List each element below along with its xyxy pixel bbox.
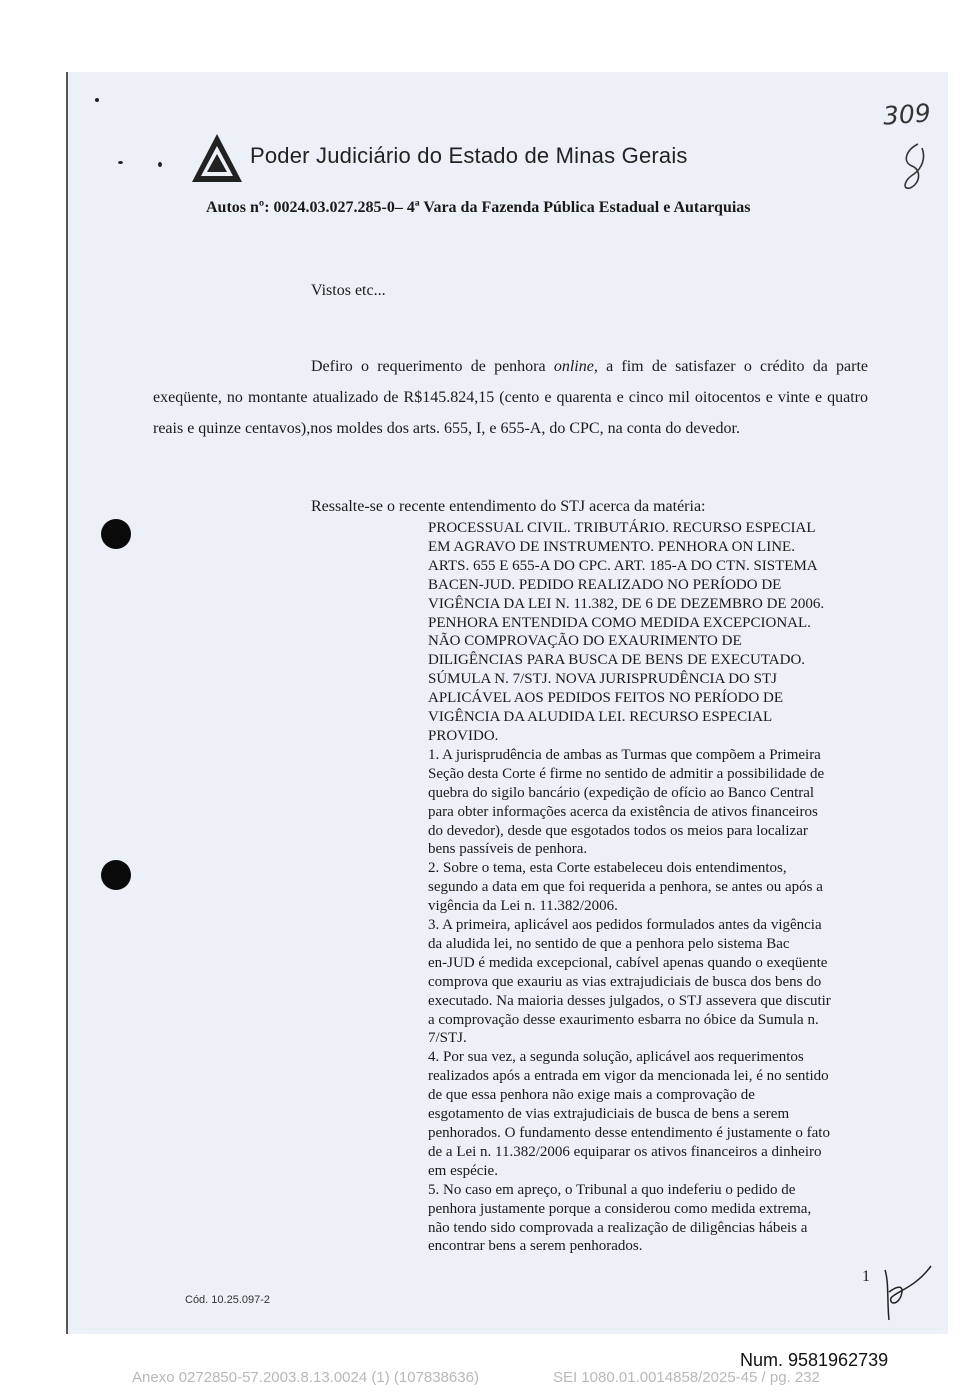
- decision-text-italic: online: [553, 358, 594, 375]
- decision-paragraph: [153, 351, 868, 444]
- jurisprudence-quote: [428, 519, 878, 1256]
- punch-hole-icon: [101, 519, 131, 549]
- annex-reference: Anexo 0272850-57.2003.8.13.0024 (1) (107838636): [132, 1369, 479, 1386]
- quote-line: encontrar bens a serem penhorados.: [428, 1238, 643, 1255]
- punch-hole-icon: [101, 860, 131, 890]
- document-num: Num. 9581962739: [740, 1350, 889, 1370]
- speck: [118, 161, 123, 164]
- quote-line: penhorados. O fundamento desse entendimento é justamente o fato: [428, 1125, 830, 1141]
- quote-line: VIGÊNCIA DA ALUDIDA LEI. RECURSO ESPECIAL: [428, 709, 773, 726]
- quote-line: bens passíveis de penhora.: [428, 841, 588, 858]
- page-number: 1: [862, 1268, 870, 1285]
- court-triangle-logo-icon: [190, 132, 244, 184]
- quote-line: en-JUD é medida excepcional, cabível apenas quando o exeqüente: [428, 954, 828, 971]
- quote-line: executado. Na maioria desses julgados, o STJ assevera que discutir: [428, 992, 831, 1009]
- quote-line: vigência da Lei n. 11.382/2006.: [428, 898, 618, 915]
- sei-reference: SEI 1080.01.0014858/2025-45 / pg. 232: [553, 1369, 820, 1386]
- quote-line: comprova que exauriu as vias extrajudiciais de busca dos bens do: [428, 973, 822, 990]
- quote-line: PROCESSUAL CIVIL. TRIBUTÁRIO. RECURSO ESPECIAL: [428, 520, 816, 536]
- quote-line: de que essa penhora não exige mais a comprovação de: [428, 1087, 755, 1104]
- quote-line: 1. A jurisprudência de ambas as Turmas que compõem a Primeira: [428, 746, 821, 763]
- ressalte-text: Ressalte-se o recente entendimento do STJ acerca da matéria:: [311, 498, 706, 515]
- speck: [158, 162, 162, 167]
- quote-line: quebra do sigilo bancário (expedição de ofício ao Banco Central: [428, 784, 815, 801]
- quote-line: DILIGÊNCIAS PARA BUSCA DE BENS DE EXECUTADO.: [428, 652, 806, 669]
- quote-line: 3. A primeira, aplicável aos pedidos formulados antes da vigência: [428, 917, 822, 934]
- quote-line: para obter informações acerca da existência de ativos financeiros: [428, 803, 818, 820]
- quote-line: 5. No caso em apreço, o Tribunal a quo indeferiu o pedido de: [428, 1181, 796, 1198]
- quote-line: Seção desta Corte é firme no sentido de admitir a possibilidade de: [428, 765, 825, 782]
- case-number-line: Autos nº: 0024.03.027.285-0– 4ª Vara da Fazenda Pública Estadual e Autarquias: [206, 199, 751, 216]
- quote-line: em espécie.: [428, 1162, 498, 1179]
- vistos-text: Vistos etc...: [311, 282, 386, 299]
- quote-line: da aludida lei, no sentido de que a penhora pelo sistema Bac: [428, 935, 790, 952]
- quote-line: PENHORA ENTENDIDA COMO MEDIDA EXCEPCIONAL.: [428, 614, 811, 631]
- quote-line: realizados após a entrada em vigor da mencionada lei, é no sentido: [428, 1068, 829, 1085]
- quote-line: segundo a data em que foi requerida a penhora, se antes ou após a: [428, 879, 823, 896]
- handwritten-signature-icon: [875, 1262, 937, 1326]
- quote-line: a comprovação desse exaurimento esbarra no óbice da Sumula n.: [428, 1011, 819, 1028]
- quote-line: do devedor), desde que esgotados todos os meios para localizar: [428, 822, 808, 839]
- quote-line: de a Lei n. 11.382/2006 equiparar os ativos financeiros a dinheiro: [428, 1143, 822, 1160]
- quote-line: 7/STJ.: [428, 1030, 467, 1047]
- quote-line: ARTS. 655 E 655-A DO CPC. ART. 185-A DO CTN. SISTEMA: [428, 557, 818, 574]
- handwritten-initial-icon: [896, 140, 932, 192]
- quote-line: 2. Sobre o tema, esta Corte estabeleceu dois entendimentos,: [428, 860, 787, 877]
- decision-text-end: , a fim de satisfazer o crédito da parte exeqüente, no montante atualizado de R$145.824,15 (cento e quarenta e cinco mil oitocentos e vinte e quatro reais e quinze centavos),nos moldes dos arts. 655, I, e 655-A, do CPC, na conta do devedor.: [153, 358, 869, 437]
- form-code: Cód. 10.25.097-2: [185, 1294, 271, 1306]
- decision-text-start: Defiro o requerimento de penhora: [311, 358, 554, 375]
- quote-line: não tendo sido comprovada a realização de diligências hábeis a: [428, 1219, 808, 1236]
- quote-line: penhora justamente porque a considerou como medida extrema,: [428, 1200, 812, 1217]
- quote-line: NÃO COMPROVAÇÃO DO EXAURIMENTO DE: [428, 633, 742, 650]
- speck: [95, 98, 99, 102]
- folio-stamp: 309: [882, 98, 932, 131]
- quote-line: 4. Por sua vez, a segunda solução, aplicável aos requerimentos: [428, 1049, 804, 1066]
- quote-line: VIGÊNCIA DA LEI N. 11.382, DE 6 DE DEZEMBRO DE 2006.: [428, 595, 825, 612]
- quote-line: APLICÁVEL AOS PEDIDOS FEITOS NO PERÍODO DE: [428, 690, 784, 707]
- quote-line: EM AGRAVO DE INSTRUMENTO. PENHORA ON LINE.: [428, 538, 795, 555]
- court-name: Poder Judiciário do Estado de Minas Gerais: [250, 143, 688, 168]
- quote-line: SÚMULA N. 7/STJ. NOVA JURISPRUDÊNCIA DO STJ: [428, 671, 777, 688]
- quote-line: esgotamento de vias extrajudiciais de busca de bens a serem: [428, 1106, 790, 1123]
- quote-line: BACEN-JUD. PEDIDO REALIZADO NO PERÍODO DE: [428, 576, 782, 593]
- quote-line: PROVIDO.: [428, 727, 499, 744]
